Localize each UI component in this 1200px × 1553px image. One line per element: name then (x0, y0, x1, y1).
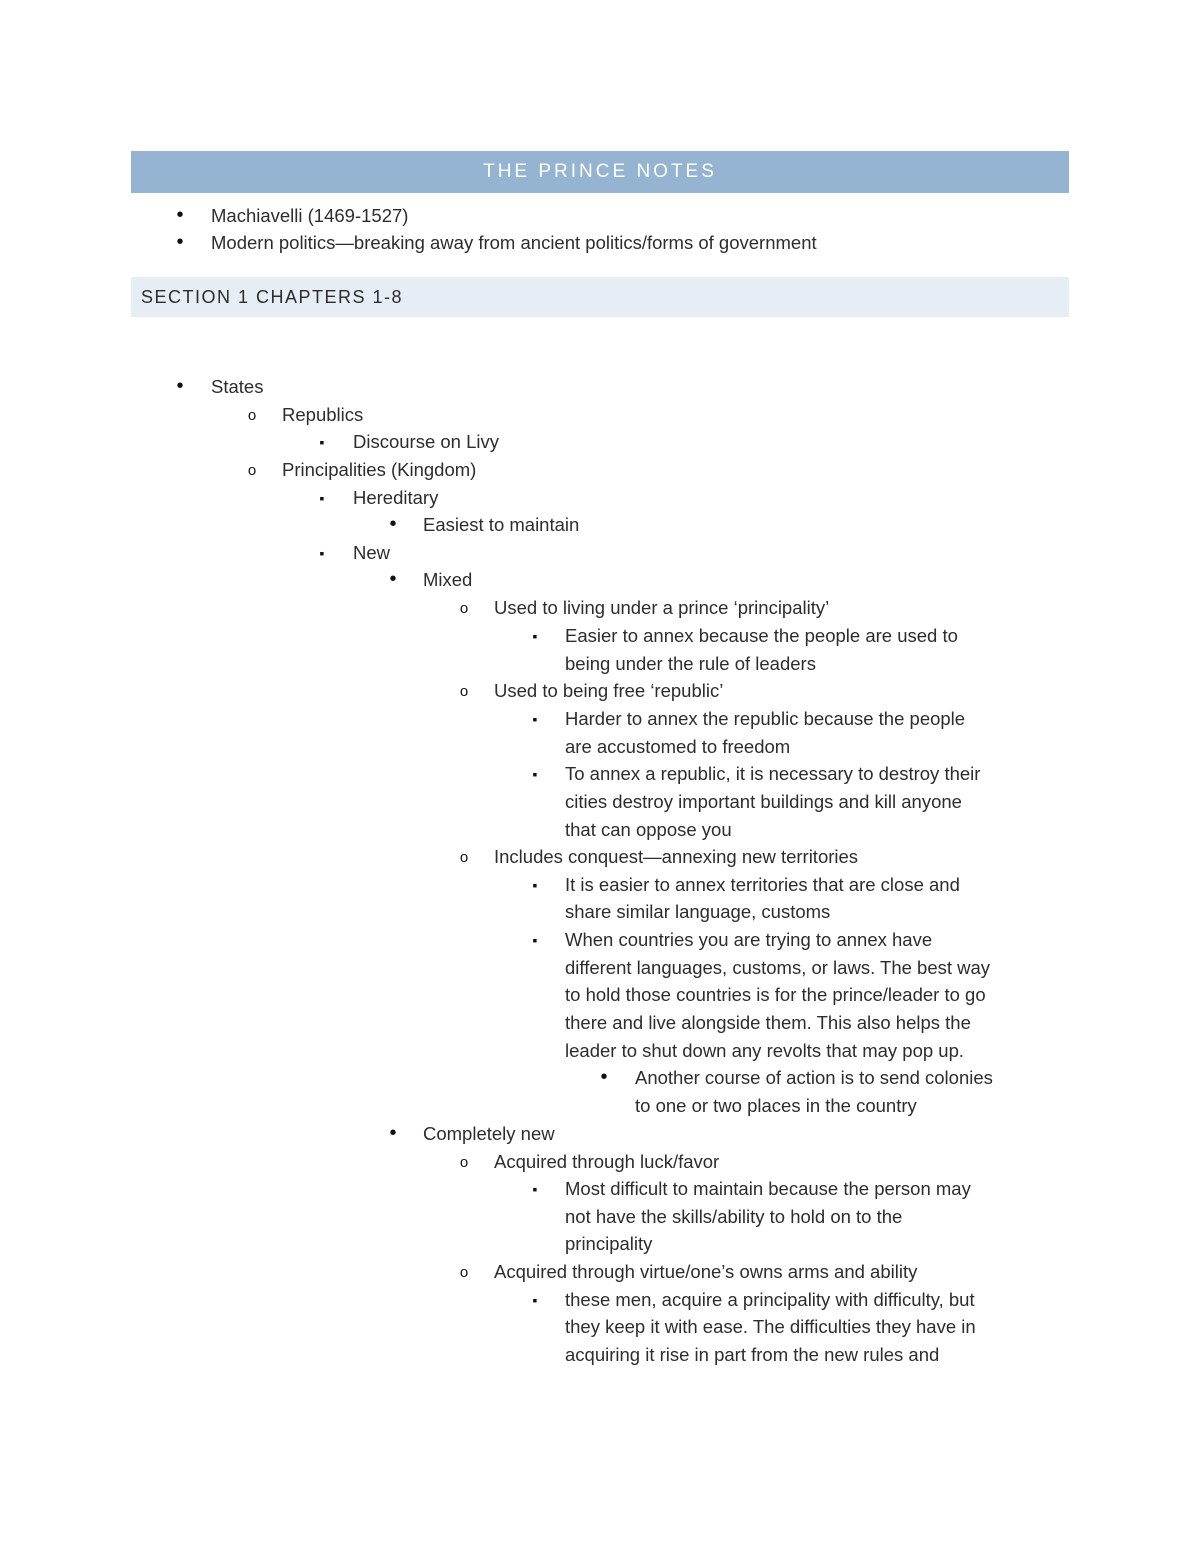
outline-item-line: they keep it with ease. The difficulties they have in (565, 1316, 976, 1337)
outline-item: Used to living under a prince ‘principality’ (494, 597, 830, 618)
bullet-icon (383, 511, 403, 539)
square-bullet-icon (312, 484, 332, 513)
square-bullet-icon (525, 871, 545, 900)
outline-item: Hereditary (353, 487, 439, 508)
document-title: THE PRINCE NOTES (131, 151, 1069, 193)
outline-item-line: leader to shut down any revolts that may pop up. (565, 1040, 965, 1061)
square-bullet-icon (312, 428, 332, 457)
square-bullet-icon (525, 705, 545, 734)
outline-item: Used to being free ‘republic’ (494, 680, 724, 701)
outline-item-line: Most difficult to maintain because the person may (565, 1178, 971, 1199)
outline-item-line: that can oppose you (565, 819, 732, 840)
square-bullet-icon (312, 539, 332, 568)
outline-item: Mixed (423, 569, 473, 590)
outline-item: Completely new (423, 1123, 555, 1144)
circle-bullet-icon (454, 677, 474, 706)
outline-item-line: not have the skills/ability to hold on to the (565, 1206, 903, 1227)
bullet-icon (170, 202, 190, 230)
outline-item-line: cities destroy important buildings and kill anyone (565, 791, 962, 812)
square-bullet-icon (525, 1175, 545, 1204)
outline-item-line: To annex a republic, it is necessary to destroy their (565, 763, 981, 784)
section-heading: SECTION 1 CHAPTERS 1-8 (131, 277, 1069, 317)
outline-item-line: are accustomed to freedom (565, 736, 791, 757)
outline-item-line: acquiring it rise in part from the new rules and (565, 1344, 940, 1365)
intro-item: Machiavelli (1469-1527) (211, 205, 409, 226)
outline-item-line: It is easier to annex territories that are close and (565, 874, 960, 895)
bullet-icon (170, 373, 190, 401)
square-bullet-icon (525, 926, 545, 955)
outline-item: Republics (282, 404, 364, 425)
circle-bullet-icon (242, 456, 262, 485)
outline-item-line: principality (565, 1233, 653, 1254)
outline-item-line: to hold those countries is for the prince/leader to go (565, 984, 986, 1005)
outline-item-line: being under the rule of leaders (565, 653, 816, 674)
bullet-icon (170, 229, 190, 257)
circle-bullet-icon (454, 594, 474, 623)
outline-item: Acquired through luck/favor (494, 1151, 720, 1172)
outline-item: Acquired through virtue/one’s owns arms and ability (494, 1261, 918, 1282)
square-bullet-icon (525, 622, 545, 651)
bullet-icon (594, 1064, 614, 1092)
outline-item: Discourse on Livy (353, 431, 500, 452)
circle-bullet-icon (454, 843, 474, 872)
outline-item: Includes conquest—annexing new territories (494, 846, 859, 867)
outline-item-line: there and live alongside them. This also helps the (565, 1012, 971, 1033)
square-bullet-icon (525, 760, 545, 789)
bullet-icon (383, 1120, 403, 1148)
bullet-icon (383, 566, 403, 594)
outline-item: States (211, 376, 264, 397)
outline-item-line: Harder to annex the republic because the people (565, 708, 966, 729)
outline-item-line: Easier to annex because the people are used to (565, 625, 958, 646)
intro-item: Modern politics—breaking away from ancient politics/forms of government (211, 232, 817, 253)
square-bullet-icon (525, 1286, 545, 1315)
outline-item: New (353, 542, 391, 563)
outline-item-line: Another course of action is to send colonies (635, 1067, 993, 1088)
outline-item: Principalities (Kingdom) (282, 459, 477, 480)
outline-item-line: different languages, customs, or laws. The best way (565, 957, 991, 978)
circle-bullet-icon (242, 401, 262, 430)
outline-item-line: When countries you are trying to annex have (565, 929, 933, 950)
outline-item-line: these men, acquire a principality with difficulty, but (565, 1289, 975, 1310)
outline-item-line: share similar language, customs (565, 901, 831, 922)
circle-bullet-icon (454, 1148, 474, 1177)
circle-bullet-icon (454, 1258, 474, 1287)
outline-item-line: to one or two places in the country (635, 1095, 917, 1116)
outline-item: Easiest to maintain (423, 514, 580, 535)
